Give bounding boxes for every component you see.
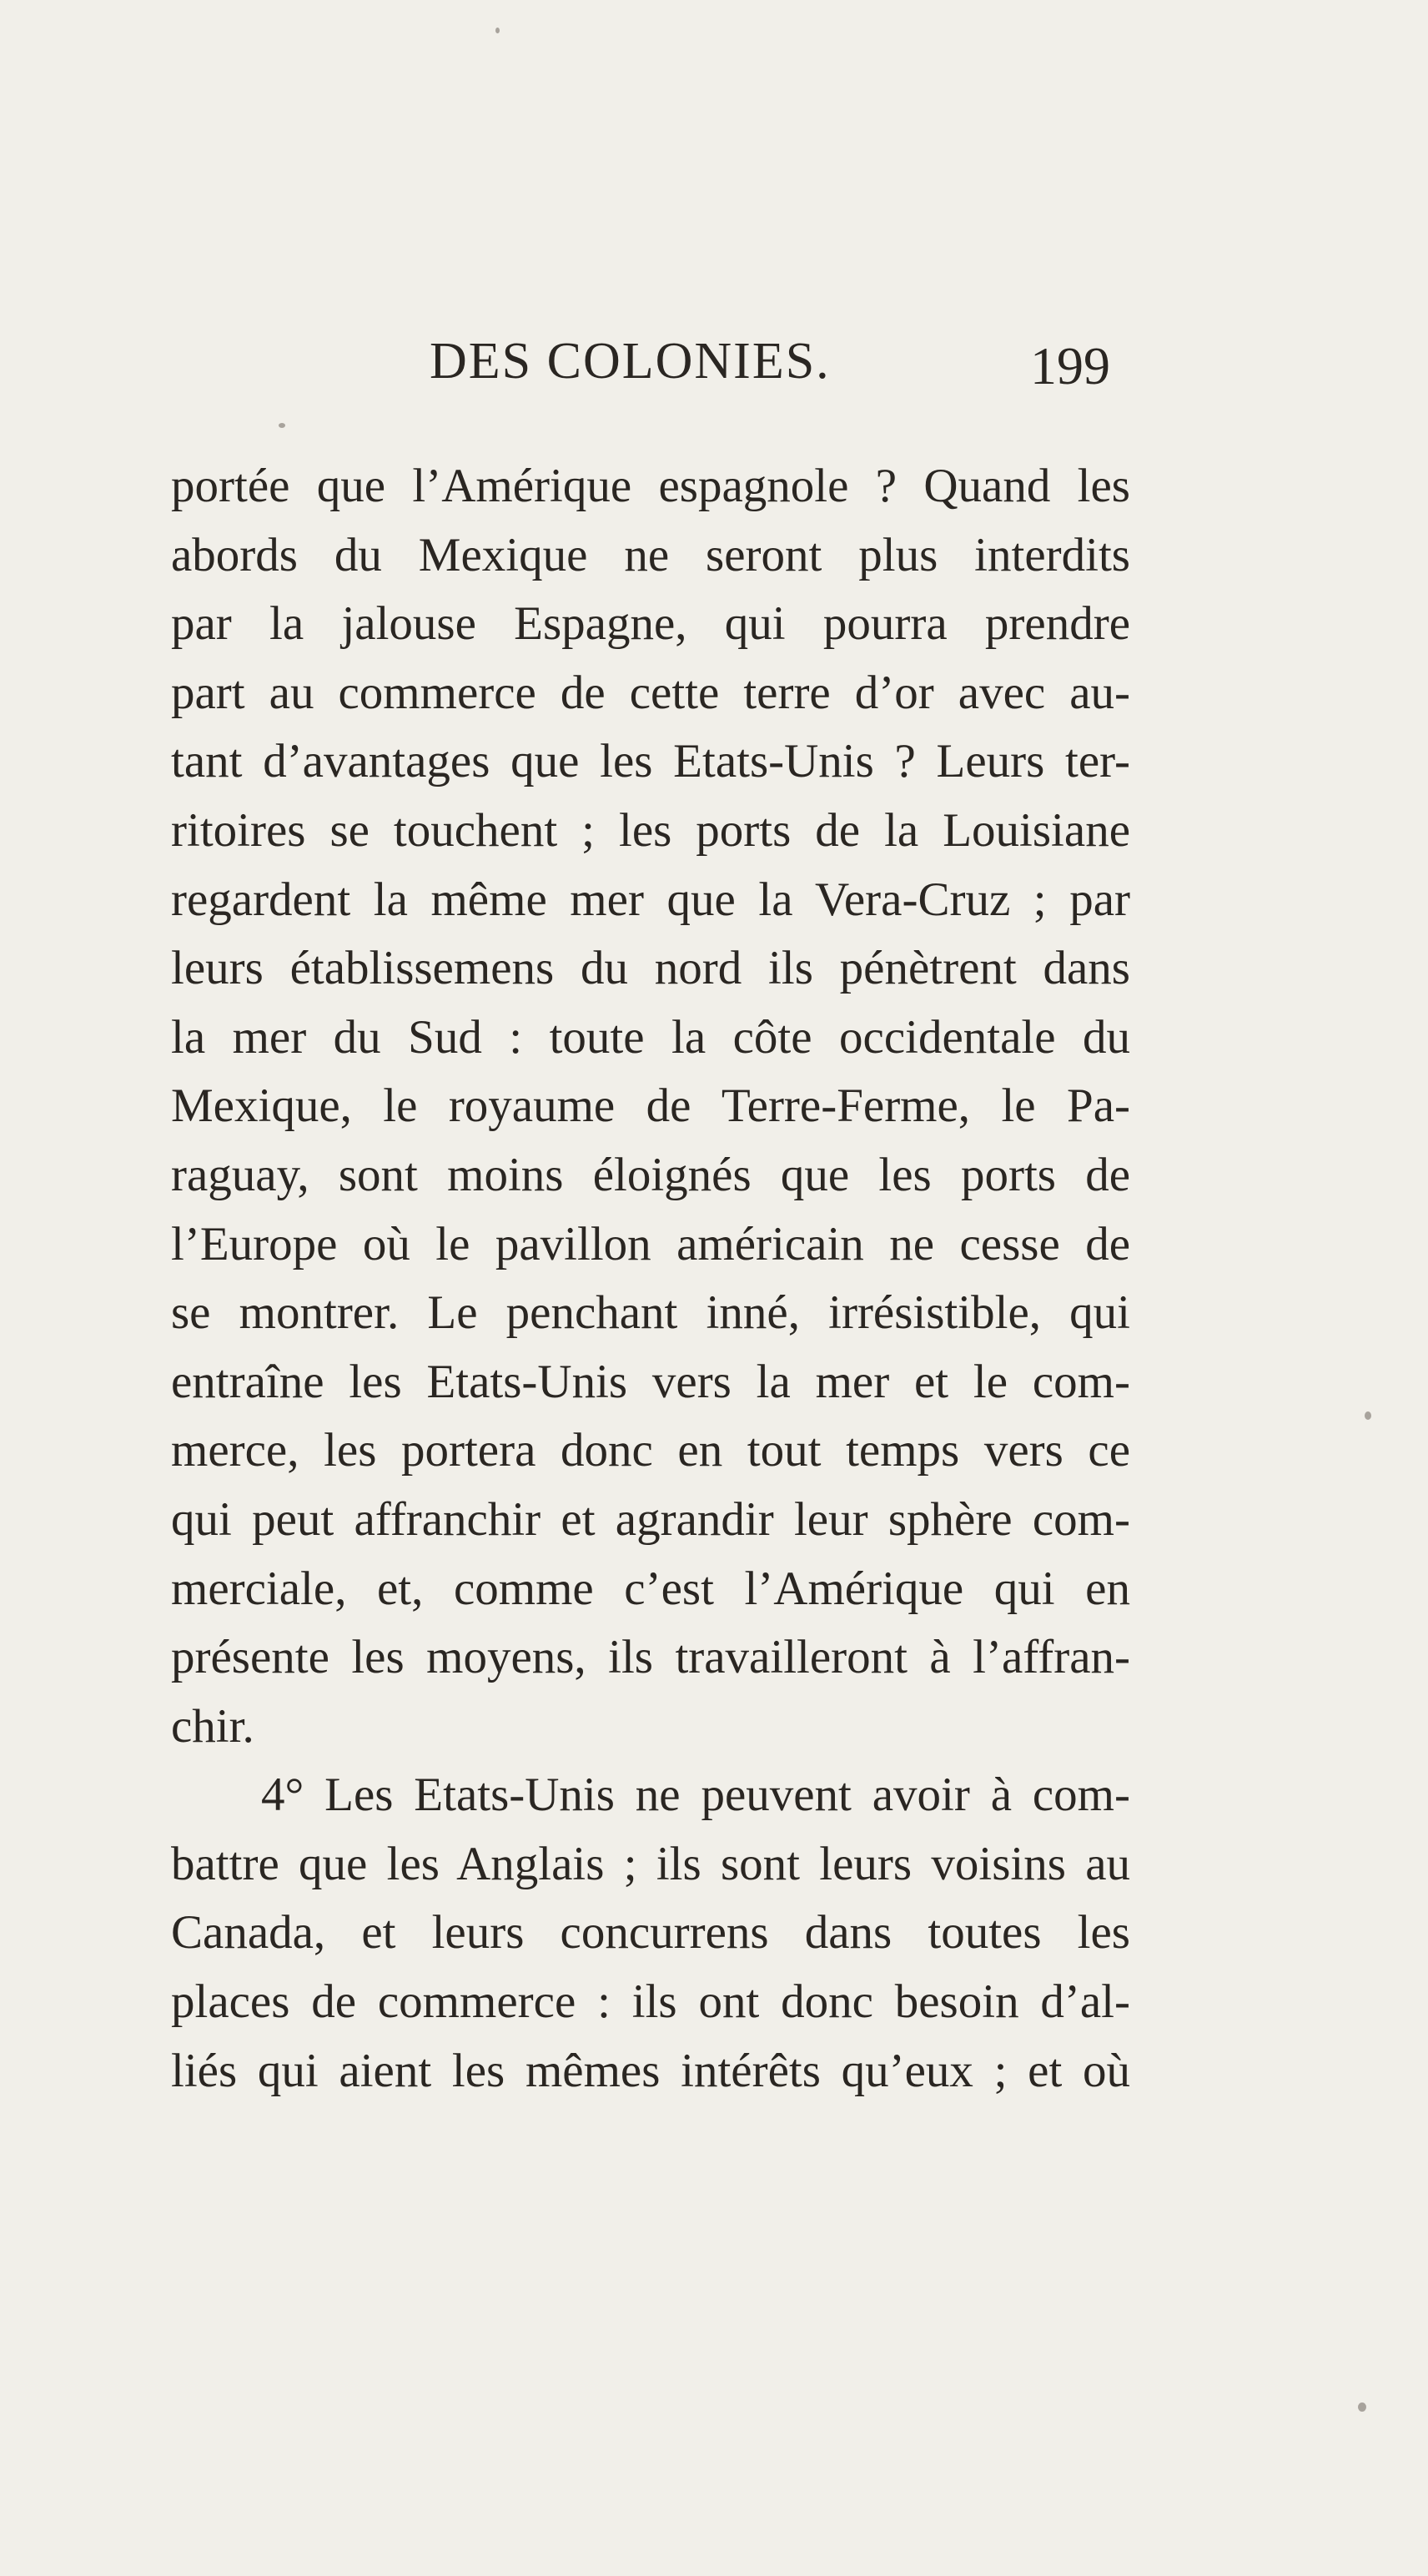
text-line: la mer du Sud : toute la côte occidentale du	[171, 1010, 1130, 1064]
paper-speck	[1365, 1411, 1371, 1420]
text-line: Mexique, le royaume de Terre-Ferme, le Pa-	[171, 1079, 1130, 1133]
text-line: ritoires se touchent ; les ports de la Louisiane	[171, 803, 1130, 857]
text-line: abords du Mexique ne seront plus interdits	[171, 528, 1130, 581]
text-line: battre que les Anglais ; ils sont leurs voisins au	[171, 1837, 1130, 1890]
text-line: l’Europe où le pavillon américain ne cesse de	[171, 1217, 1130, 1270]
text-line: Canada, et leurs concurrens dans toutes les	[171, 1906, 1130, 1960]
text-line: portée que l’Amérique espagnole ? Quand les	[171, 460, 1130, 512]
text-line: se montrer. Le penchant inné, irrésistible, qui	[171, 1286, 1130, 1340]
text-line: regardent la même mer que la Vera-Cruz ; par	[171, 873, 1130, 926]
running-head	[0, 332, 1428, 399]
text-line: tant d’avantages que les Etats-Unis ? Leurs ter-	[171, 735, 1130, 788]
paper-speck	[1358, 2402, 1366, 2412]
paper-speck	[495, 28, 500, 33]
text-line: merce, les portera donc en tout temps vers ce	[171, 1424, 1130, 1477]
page-number: 199	[1030, 336, 1110, 395]
text-line: qui peut affranchir et agrandir leur sphère com-	[171, 1492, 1130, 1546]
text-line: par la jalouse Espagne, qui pourra prendre	[171, 597, 1130, 651]
text-line: liés qui aient les mêmes intérêts qu’eux ; et où	[171, 2044, 1130, 2097]
paragraph-end-line: chir.	[171, 1699, 254, 1753]
text-line: merciale, et, comme c’est l’Amérique qui en	[171, 1562, 1130, 1615]
paper-speck	[279, 423, 285, 428]
text-line: raguay, sont moins éloignés que les ports de	[171, 1148, 1130, 1201]
text-line: places de commerce : ils ont donc besoin d’al-	[171, 1975, 1130, 2029]
running-title: DES COLONIES.	[430, 333, 831, 390]
text-line: entraîne les Etats-Unis vers la mer et le com-	[171, 1355, 1130, 1408]
body-text	[171, 452, 1130, 2106]
paragraph-start-line: 4° Les Etats-Unis ne peuvent avoir à com-	[261, 1768, 1130, 1822]
text-line: présente les moyens, ils travailleront à l’affran-	[171, 1631, 1130, 1684]
text-line: leurs établissemens du nord ils pénètrent dans	[171, 942, 1130, 995]
text-line: part au commerce de cette terre d’or avec au-	[171, 666, 1130, 719]
